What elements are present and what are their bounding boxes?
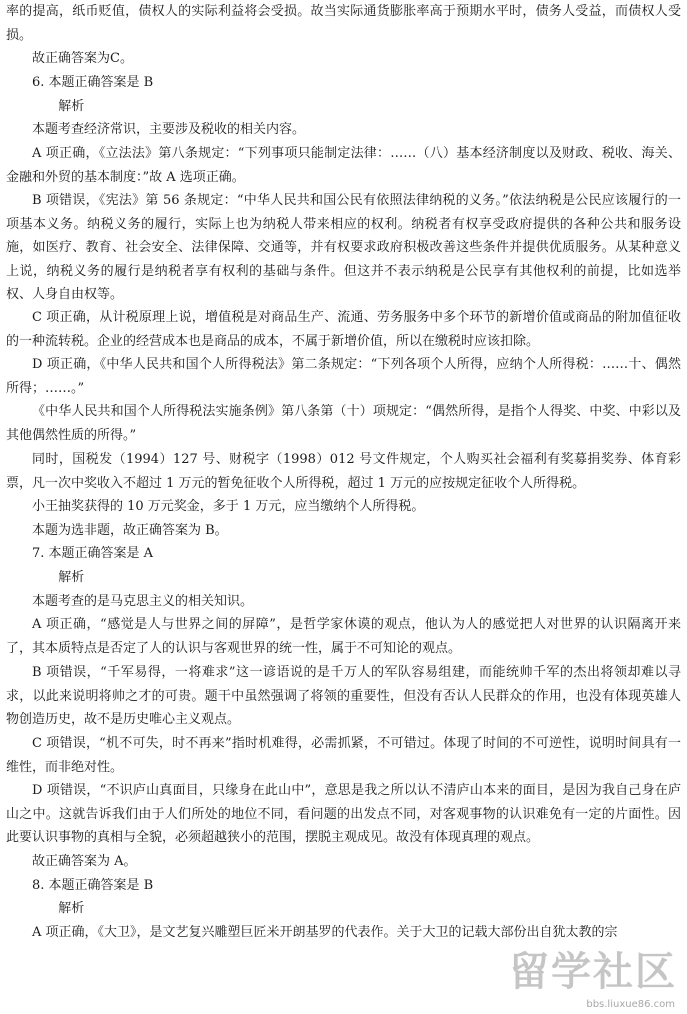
paragraph-regulation: 《中华人民共和国个人所得税法实施条例》第八条第（十）项规定：“偶然所得，是指个人得奖、中奖、中彩以及其他偶然性质的所得。” <box>6 404 681 443</box>
paragraph-topic-6: 本题考查经济常识，主要涉及税收的相关内容。 <box>32 122 306 137</box>
question-7-heading: 7. 本题正确答案是 A <box>32 546 154 561</box>
paragraph-topic-7: 本题考查的是马克思主义的相关知识。 <box>32 594 254 609</box>
analysis-label-8: 解析 <box>58 901 85 916</box>
paragraph-option-b-6: B 项错误，《宪法》第 56 条规定：“中华人民共和国公民有依照法律纳税的义务。”依法纳税是公民应该履行的一项基本义务。纳税义务的履行，实际上也为纳税人带来相应的权利。纳税者有权享受政府提供的各种公共和服务设施，如医疗、教育、社会安全、法律保障、交通等，并有权要求政府积极改善这些条件并提供优质服务。从某种意义上说，纳税义务的履行是纳税者享有权利的基础与条件。但这并不表示纳税是公民享有其他权利的前提，比如选举权、人身自由权等。 <box>6 193 681 302</box>
paragraph-option-a-6: A 项正确，《立法法》第八条规定：“下列事项只能制定法律：……（八）基本经济制度以及财政、税收、海关、金融和外贸的基本制度：”故 A 选项正确。 <box>6 146 681 185</box>
paragraph-continuation: 率的提高，纸币贬值，债权人的实际利益将会受损。故当实际通货膨胀率高于预期水平时，债务人受益，而债权人受损。 <box>6 4 681 43</box>
paragraph-option-a-8: A 项正确，《大卫》，是文艺复兴雕塑巨匠米开朗基罗的代表作。关于大卫的记载大部份出自犹太教的宗 <box>32 925 618 940</box>
paragraph-tax-notice: 同时，国税发（1994）127 号、财税字（1998）012 号文件规定，个人购买社会福利有奖募捐奖券、体育彩票，凡一次中奖收入不超过 1 万元的暂免征收个人所得税，超过 1 万元的应按规定征收个人所得税。 <box>6 452 681 491</box>
question-6-heading: 6. 本题正确答案是 B <box>32 75 154 90</box>
paragraph-option-d-7: D 项错误，“不识庐山真面目，只缘身在此山中”，意思是我之所以认不清庐山本来的面目，是因为我自己身在庐山之中。这就告诉我们由于人们所处的地位不同，看问题的出发点不同，对客观事物的认识难免有一定的片面性。因此要认识事物的真相与全貌，必须超越狭小的范围，摆脱主观成见。故没有体现真理的观点。 <box>6 783 681 845</box>
paragraph-option-c-6: C 项正确，从计税原理上说，增值税是对商品生产、流通、劳务服务中多个环节的新增价值或商品的附加值征收的一种流转税。企业的经营成本也是商品的成本，不属于新增价值，所以在缴税时应该扣除。 <box>6 310 681 349</box>
paragraph-prize: 小王抽奖获得的 10 万元奖金，多于 1 万元，应当缴纳个人所得税。 <box>32 499 425 514</box>
watermark-url: bbs.liuxue86.com <box>586 999 675 1010</box>
analysis-label-7: 解析 <box>58 570 85 585</box>
answer-line-6: 本题为选非题，故正确答案为 B。 <box>32 523 228 538</box>
watermark-logo-text: 留学社区 <box>509 949 677 995</box>
analysis-label-6: 解析 <box>58 99 85 114</box>
paragraph-option-c-7: C 项错误，“机不可失，时不再来”指时机难得，必需抓紧，不可错过。体现了时间的不可逆性，说明时间具有一维性，而非绝对性。 <box>6 736 681 775</box>
answer-line-5: 故正确答案为C。 <box>32 51 133 66</box>
question-8-heading: 8. 本题正确答案是 B <box>32 878 154 893</box>
answer-line-7: 故正确答案为 A。 <box>32 854 137 869</box>
site-watermark <box>487 940 677 1010</box>
paragraph-option-b-7: B 项错误，“千军易得，一将难求”这一谚语说的是千万人的军队容易组建，而能统帅千军的杰出将领却难以寻求，以此来说明将帅之才的可贵。题干中虽然强调了将领的重要性，但没有否认人民群众的作用，也没有体现英雄人物创造历史，故不是历史唯心主义观点。 <box>6 665 681 727</box>
paragraph-option-d-6: D 项正确，《中华人民共和国个人所得税法》第二条规定：“下列各项个人所得，应纳个人所得税：……十、偶然所得；……。” <box>6 357 681 396</box>
paragraph-option-a-7: A 项正确，“感觉是人与世界之间的屏障”，是哲学家休谟的观点，他认为人的感觉把人对世界的认识隔离开来了，其本质特点是否定了人的认识与客观世界的统一性，属于不可知论的观点。 <box>6 617 681 656</box>
